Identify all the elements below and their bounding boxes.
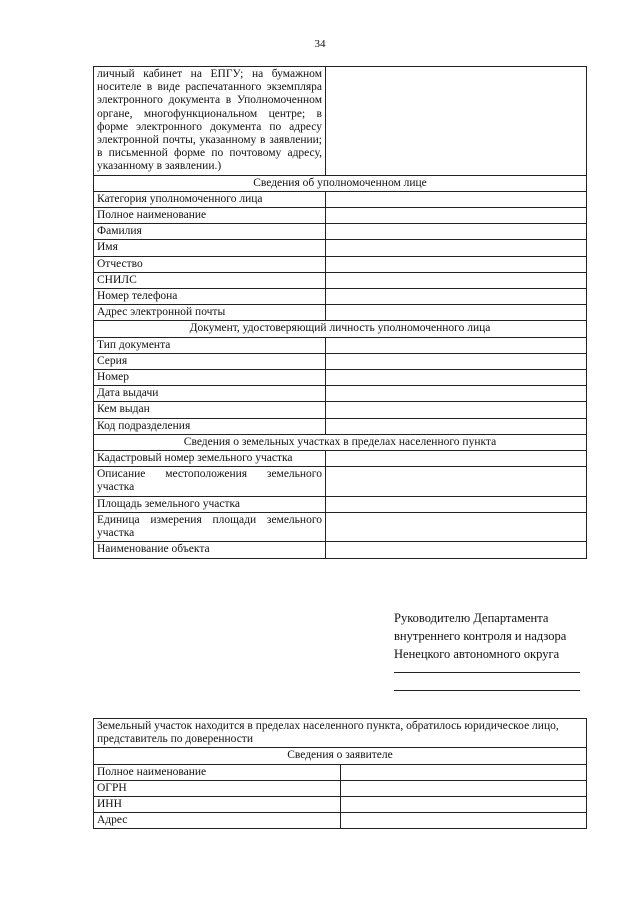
value-cell[interactable] bbox=[326, 353, 587, 369]
value-cell[interactable] bbox=[326, 337, 587, 353]
row-label: ОГРН bbox=[94, 780, 341, 796]
row-label: Отчество bbox=[94, 256, 326, 272]
section-land-heading: Сведения о земельных участках в пределах населенного пункта bbox=[94, 434, 587, 450]
table-row bbox=[94, 240, 587, 256]
intro-row bbox=[94, 67, 587, 176]
table-row bbox=[94, 813, 587, 829]
recipient-block bbox=[394, 609, 566, 663]
recipient-line: внутреннего контроля и надзора bbox=[394, 629, 567, 643]
row-label: Тип документа bbox=[94, 337, 326, 353]
row-label: Адрес bbox=[94, 813, 341, 829]
value-cell[interactable] bbox=[326, 289, 587, 305]
value-cell[interactable] bbox=[326, 208, 587, 224]
value-cell[interactable] bbox=[326, 467, 587, 496]
value-cell[interactable] bbox=[326, 224, 587, 240]
table-row bbox=[94, 224, 587, 240]
value-cell[interactable] bbox=[340, 813, 587, 829]
row-label: Категория уполномоченного лица bbox=[94, 191, 326, 207]
section-applicant-heading: Сведения о заявителе bbox=[94, 748, 587, 764]
table-row bbox=[94, 370, 587, 386]
table-row bbox=[94, 451, 587, 467]
row-label: Кем выдан bbox=[94, 402, 326, 418]
table-row bbox=[94, 386, 587, 402]
table-row bbox=[94, 353, 587, 369]
table-row bbox=[94, 256, 587, 272]
value-cell[interactable] bbox=[326, 542, 587, 558]
table-row bbox=[94, 272, 587, 288]
table-row bbox=[94, 402, 587, 418]
table-row bbox=[94, 289, 587, 305]
value-cell[interactable] bbox=[326, 451, 587, 467]
value-cell[interactable] bbox=[326, 386, 587, 402]
row-label: Наименование объекта bbox=[94, 542, 326, 558]
value-cell[interactable] bbox=[326, 240, 587, 256]
recipient-line: Ненецкого автономного округа bbox=[394, 647, 560, 661]
section-authorized-heading: Сведения об уполномоченном лице bbox=[94, 175, 587, 191]
row-label: Полное наименование bbox=[94, 764, 341, 780]
intro-value-cell[interactable] bbox=[326, 67, 587, 176]
value-cell[interactable] bbox=[340, 780, 587, 796]
table-row bbox=[94, 542, 587, 558]
applicant-table bbox=[93, 718, 587, 829]
row-label: Единица измерения площади земельного участка bbox=[94, 512, 326, 541]
row-label: Площадь земельного участка bbox=[94, 496, 326, 512]
recipient-blank-line[interactable] bbox=[394, 672, 580, 673]
recipient-line: Руководителю Департамента bbox=[394, 611, 549, 625]
row-label: Код подразделения bbox=[94, 418, 326, 434]
table-row bbox=[94, 797, 587, 813]
row-label: Номер телефона bbox=[94, 289, 326, 305]
row-label: Серия bbox=[94, 353, 326, 369]
table-row bbox=[94, 337, 587, 353]
table-row bbox=[94, 191, 587, 207]
value-cell[interactable] bbox=[326, 496, 587, 512]
value-cell[interactable] bbox=[340, 797, 587, 813]
value-cell[interactable] bbox=[326, 256, 587, 272]
row-label: Кадастровый номер земельного участка bbox=[94, 451, 326, 467]
table-row bbox=[94, 418, 587, 434]
row-label: СНИЛС bbox=[94, 272, 326, 288]
row-label: Дата выдачи bbox=[94, 386, 326, 402]
value-cell[interactable] bbox=[326, 512, 587, 541]
intro-text: личный кабинет на ЕПГУ; на бумажном носителе в виде распечатанного экземпляра электронного документа в Уполномоченном органе, многофункциональном центре; в форме электронного документа по адресу электронной почты, указанному в заявлении; в письменной форме по почтовому адресу, указанному в заявлении.) bbox=[94, 67, 326, 176]
table-row bbox=[94, 208, 587, 224]
authorized-person-table bbox=[93, 66, 587, 559]
value-cell[interactable] bbox=[326, 191, 587, 207]
table-row bbox=[94, 512, 587, 541]
row-label: ИНН bbox=[94, 797, 341, 813]
row-label: Номер bbox=[94, 370, 326, 386]
section-identity-heading: Документ, удостоверяющий личность уполномоченного лица bbox=[94, 321, 587, 337]
table-row bbox=[94, 780, 587, 796]
row-label: Описание местоположения земельного участка bbox=[94, 467, 326, 496]
value-cell[interactable] bbox=[326, 402, 587, 418]
page-number: 34 bbox=[314, 38, 326, 50]
applicant-case-header: Земельный участок находится в пределах населенного пункта, обратилось юридическое лицо, представитель по доверенности bbox=[94, 719, 587, 748]
table-row bbox=[94, 305, 587, 321]
value-cell[interactable] bbox=[326, 418, 587, 434]
table-row bbox=[94, 764, 587, 780]
recipient-blank-line[interactable] bbox=[394, 690, 580, 691]
table-row bbox=[94, 496, 587, 512]
row-label: Имя bbox=[94, 240, 326, 256]
value-cell[interactable] bbox=[340, 764, 587, 780]
value-cell[interactable] bbox=[326, 305, 587, 321]
value-cell[interactable] bbox=[326, 272, 587, 288]
value-cell[interactable] bbox=[326, 370, 587, 386]
row-label: Адрес электронной почты bbox=[94, 305, 326, 321]
row-label: Полное наименование bbox=[94, 208, 326, 224]
table-row bbox=[94, 467, 587, 496]
row-label: Фамилия bbox=[94, 224, 326, 240]
